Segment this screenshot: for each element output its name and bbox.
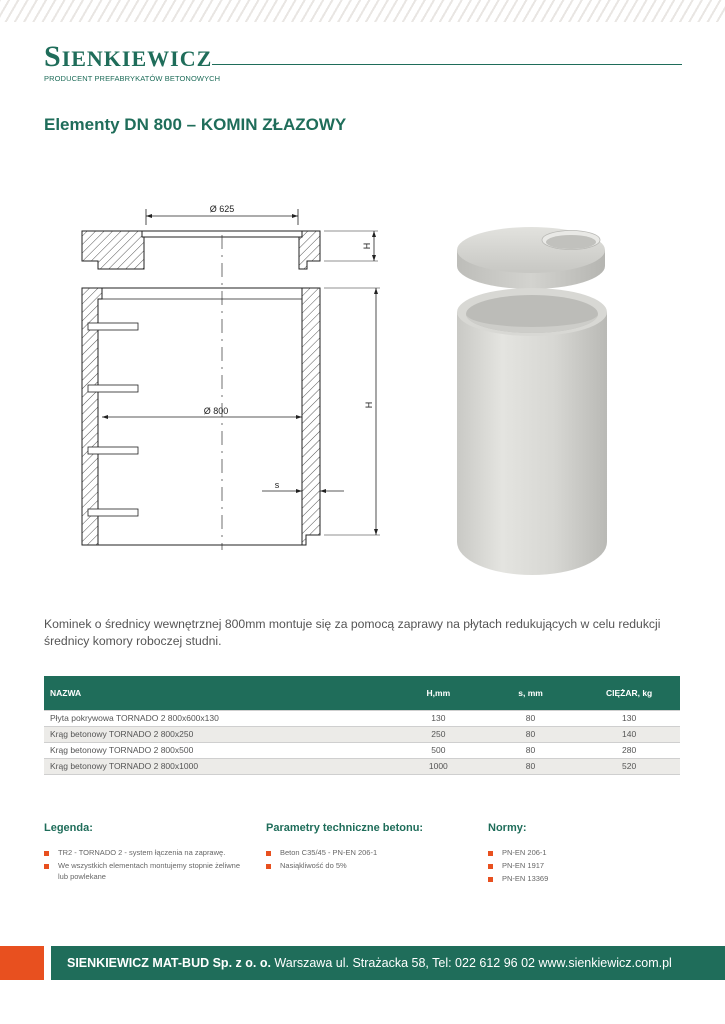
cell-weight: 520 xyxy=(578,758,680,774)
cell-name: Krąg betonowy TORNADO 2 800x500 xyxy=(44,742,394,758)
cover-slab-image xyxy=(457,227,605,289)
table-row xyxy=(44,742,680,758)
page-title: Elementy DN 800 – KOMIN ZŁAZOWY xyxy=(44,115,347,134)
params-item: Nasiąkliwość do 5% xyxy=(266,861,466,872)
top-stripe-pattern xyxy=(0,0,725,22)
norms-item: PN-EN 206-1 xyxy=(488,848,678,859)
bullet-icon xyxy=(488,851,493,856)
bullet-icon xyxy=(266,851,271,856)
cell-wall: 80 xyxy=(483,742,578,758)
ring-diameter-label: Ø 800 xyxy=(203,406,229,416)
norms-title: Normy: xyxy=(488,822,527,834)
cell-weight: 130 xyxy=(578,710,680,726)
company-logo xyxy=(44,42,220,83)
legend-item: We wszystkich elementach montujemy stopnie żeliwne lub powlekane xyxy=(44,861,244,882)
dimension-cover-height xyxy=(324,231,378,261)
cell-height: 130 xyxy=(394,710,483,726)
top-diameter-label: Ø 625 xyxy=(209,204,235,214)
header-wall: s, mm xyxy=(483,676,578,710)
legend-section xyxy=(44,822,244,885)
cell-weight: 280 xyxy=(578,742,680,758)
technical-drawing xyxy=(72,195,392,565)
cell-height: 500 xyxy=(394,742,483,758)
cell-name: Krąg betonowy TORNADO 2 800x1000 xyxy=(44,758,394,774)
header-weight: CIĘŻAR, kg xyxy=(578,676,680,710)
dimension-ring-diameter xyxy=(102,406,302,419)
footer-bar xyxy=(51,946,725,980)
wall-label: s xyxy=(274,480,280,490)
footer-company: SIENKIEWICZ MAT-BUD Sp. z o. o. xyxy=(67,956,271,970)
dimension-ring-height xyxy=(324,288,380,535)
norms-item: PN-EN 1917 xyxy=(488,861,678,872)
concrete-params-section xyxy=(266,822,466,874)
ring-cylinder-image xyxy=(457,288,607,575)
product-photo xyxy=(440,140,640,590)
cell-wall: 80 xyxy=(483,710,578,726)
bullet-icon xyxy=(488,864,493,869)
cover-plate-section xyxy=(82,231,320,269)
cell-height: 250 xyxy=(394,726,483,742)
table-header-row xyxy=(44,676,680,710)
params-item: Beton C35/45 - PN-EN 206-1 xyxy=(266,848,466,859)
bullet-icon xyxy=(488,877,493,882)
dimension-top-diameter xyxy=(146,204,298,225)
cover-height-label: H xyxy=(362,242,372,250)
footer-accent xyxy=(0,946,44,980)
bullet-icon xyxy=(44,851,49,856)
cell-name: Płyta pokrywowa TORNADO 2 800x600x130 xyxy=(44,710,394,726)
legend-item: TR2 - TORNADO 2 - system łączenia na zaprawę. xyxy=(44,848,244,859)
legend-title: Legenda: xyxy=(44,822,93,834)
cell-height: 1000 xyxy=(394,758,483,774)
bullet-icon xyxy=(44,864,49,869)
product-description: Kominek o średnicy wewnętrznej 800mm montuje się za pomocą zaprawy na płytach redukujących w celu redukcji średnicy komory roboczej studni. xyxy=(44,617,661,648)
table-row xyxy=(44,726,680,742)
bullet-icon xyxy=(266,864,271,869)
cell-wall: 80 xyxy=(483,726,578,742)
footer-address: Warszawa ul. Strażacka 58, Tel: 022 612 96 02 www.sienkiewicz.com.pl xyxy=(270,956,672,970)
ring-height-label: H xyxy=(364,401,374,409)
table-row xyxy=(44,710,680,726)
cell-name: Krąg betonowy TORNADO 2 800x250 xyxy=(44,726,394,742)
header-height: H,mm xyxy=(394,676,483,710)
table-row xyxy=(44,758,680,774)
header-name: NAZWA xyxy=(44,676,394,710)
specification-table xyxy=(44,676,680,775)
cell-wall: 80 xyxy=(483,758,578,774)
logo-tagline: PRODUCENT PREFABRYKATÓW BETONOWYCH xyxy=(44,74,221,83)
header-divider xyxy=(212,64,682,65)
logo-wordmark: SIENKIEWICZ xyxy=(44,40,213,73)
cell-weight: 140 xyxy=(578,726,680,742)
norms-section xyxy=(488,822,678,887)
norms-item: PN-EN 13369 xyxy=(488,874,678,885)
params-title: Parametry techniczne betonu: xyxy=(266,822,424,834)
